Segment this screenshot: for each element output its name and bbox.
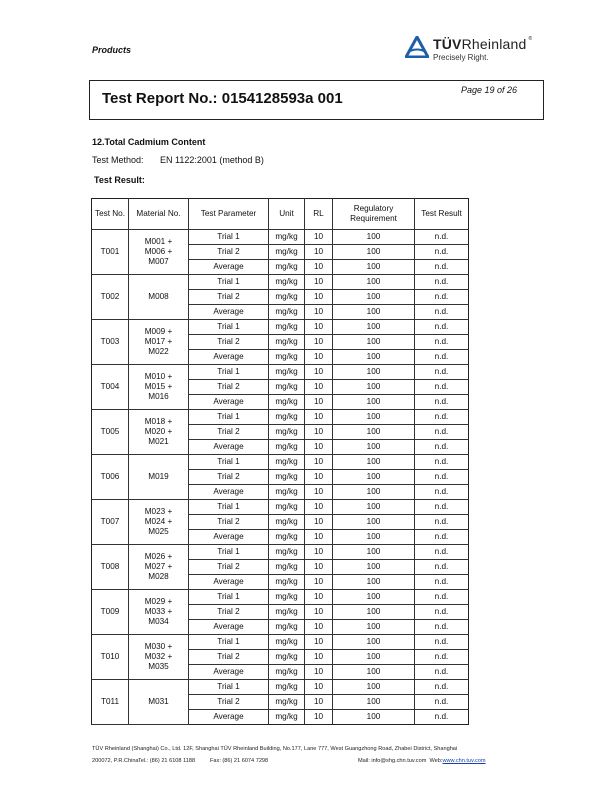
test-result-cell: n.d. (415, 575, 469, 590)
unit-cell: mg/kg (269, 545, 305, 560)
test-no-cell: T011 (92, 680, 129, 725)
section-title: 12.Total Cadmium Content (92, 137, 206, 147)
unit-cell: mg/kg (269, 380, 305, 395)
rl-cell: 10 (305, 560, 333, 575)
footer-mail-web: Mail: info@shg.chn.tuv.com Web:www.chn.tuv.com (358, 758, 486, 764)
regulatory-requirement-cell: 100 (333, 620, 415, 635)
test-result-cell: n.d. (415, 545, 469, 560)
rl-cell: 10 (305, 455, 333, 470)
test-parameter-cell: Trial 2 (189, 245, 269, 260)
regulatory-requirement-cell: 100 (333, 335, 415, 350)
regulatory-requirement-cell: 100 (333, 350, 415, 365)
regulatory-requirement-cell: 100 (333, 515, 415, 530)
test-result-cell: n.d. (415, 650, 469, 665)
test-no-cell: T001 (92, 230, 129, 275)
table-row (92, 545, 469, 560)
unit-cell: mg/kg (269, 455, 305, 470)
test-result-cell: n.d. (415, 455, 469, 470)
test-parameter-cell: Trial 2 (189, 560, 269, 575)
test-result-cell: n.d. (415, 305, 469, 320)
rl-cell: 10 (305, 605, 333, 620)
regulatory-requirement-cell: 100 (333, 680, 415, 695)
rl-cell: 10 (305, 410, 333, 425)
unit-cell: mg/kg (269, 500, 305, 515)
regulatory-requirement-cell: 100 (333, 530, 415, 545)
test-result-cell: n.d. (415, 605, 469, 620)
unit-cell: mg/kg (269, 575, 305, 590)
unit-cell: mg/kg (269, 260, 305, 275)
test-result-cell: n.d. (415, 440, 469, 455)
footer-fax: Fax: (86) 21 6074 7298 (210, 758, 269, 764)
test-parameter-cell: Trial 2 (189, 425, 269, 440)
test-result-cell: n.d. (415, 560, 469, 575)
regulatory-requirement-cell: 100 (333, 410, 415, 425)
material-no-cell: M023 + M024 + M025 (129, 500, 189, 545)
logo-tagline: Precisely Right. (433, 53, 489, 62)
footer-postal: 200072, P.R.China (92, 758, 139, 764)
test-result-cell: n.d. (415, 350, 469, 365)
regulatory-requirement-cell: 100 (333, 575, 415, 590)
test-parameter-cell: Trial 2 (189, 470, 269, 485)
unit-cell: mg/kg (269, 710, 305, 725)
header-test-parameter: Test Parameter (189, 199, 269, 230)
test-result-cell: n.d. (415, 230, 469, 245)
test-result-cell: n.d. (415, 530, 469, 545)
header-unit: Unit (269, 199, 305, 230)
unit-cell: mg/kg (269, 410, 305, 425)
test-result-label: Test Result: (94, 175, 145, 185)
test-result-cell: n.d. (415, 620, 469, 635)
test-result-cell: n.d. (415, 275, 469, 290)
unit-cell: mg/kg (269, 590, 305, 605)
unit-cell: mg/kg (269, 290, 305, 305)
material-no-cell: M019 (129, 455, 189, 500)
rl-cell: 10 (305, 530, 333, 545)
material-no-cell: M029 + M033 + M034 (129, 590, 189, 635)
test-no-cell: T006 (92, 455, 129, 500)
rl-cell: 10 (305, 680, 333, 695)
test-result-cell: n.d. (415, 290, 469, 305)
test-no-cell: T010 (92, 635, 129, 680)
rl-cell: 10 (305, 290, 333, 305)
rl-cell: 10 (305, 470, 333, 485)
regulatory-requirement-cell: 100 (333, 320, 415, 335)
test-parameter-cell: Trial 2 (189, 515, 269, 530)
report-header-box (89, 80, 544, 120)
test-result-cell: n.d. (415, 320, 469, 335)
regulatory-requirement-cell: 100 (333, 650, 415, 665)
material-no-cell: M031 (129, 680, 189, 725)
test-result-cell: n.d. (415, 635, 469, 650)
rl-cell: 10 (305, 305, 333, 320)
regulatory-requirement-cell: 100 (333, 605, 415, 620)
test-result-cell: n.d. (415, 485, 469, 500)
material-no-cell: M010 + M015 + M016 (129, 365, 189, 410)
table-row (92, 500, 469, 515)
regulatory-requirement-cell: 100 (333, 710, 415, 725)
test-no-cell: T008 (92, 545, 129, 590)
table-row (92, 410, 469, 425)
unit-cell: mg/kg (269, 470, 305, 485)
cadmium-results-table (91, 198, 469, 725)
unit-cell: mg/kg (269, 665, 305, 680)
unit-cell: mg/kg (269, 530, 305, 545)
unit-cell: mg/kg (269, 695, 305, 710)
footer-address: TÜV Rheinland (Shanghai) Co., Ltd. 12F, Shanghai TÜV Rheinland Building, No.177, Lane 777, West Guangzhong Road, Zhabei District, Shanghai (92, 746, 458, 752)
test-result-cell: n.d. (415, 695, 469, 710)
rl-cell: 10 (305, 230, 333, 245)
regulatory-requirement-cell: 100 (333, 455, 415, 470)
unit-cell: mg/kg (269, 335, 305, 350)
header-rl: RL (305, 199, 333, 230)
test-method-label: Test Method: (92, 155, 144, 165)
tuv-logo (405, 34, 555, 70)
regulatory-requirement-cell: 100 (333, 245, 415, 260)
test-result-cell: n.d. (415, 410, 469, 425)
footer-contact (92, 758, 512, 764)
test-parameter-cell: Trial 1 (189, 275, 269, 290)
regulatory-requirement-cell: 100 (333, 275, 415, 290)
test-result-cell: n.d. (415, 365, 469, 380)
test-parameter-cell: Trial 1 (189, 545, 269, 560)
test-parameter-cell: Trial 2 (189, 650, 269, 665)
rl-cell: 10 (305, 245, 333, 260)
unit-cell: mg/kg (269, 230, 305, 245)
unit-cell: mg/kg (269, 305, 305, 320)
rl-cell: 10 (305, 380, 333, 395)
table-row (92, 680, 469, 695)
header-regulatory-requirement: Regulatory Requirement (333, 199, 415, 230)
regulatory-requirement-cell: 100 (333, 365, 415, 380)
test-result-cell: n.d. (415, 380, 469, 395)
test-parameter-cell: Trial 1 (189, 320, 269, 335)
unit-cell: mg/kg (269, 635, 305, 650)
rl-cell: 10 (305, 275, 333, 290)
test-parameter-cell: Average (189, 260, 269, 275)
header-material-no: Material No. (129, 199, 189, 230)
unit-cell: mg/kg (269, 365, 305, 380)
rl-cell: 10 (305, 635, 333, 650)
regulatory-requirement-cell: 100 (333, 635, 415, 650)
table-row (92, 275, 469, 290)
test-parameter-cell: Trial 1 (189, 635, 269, 650)
regulatory-requirement-cell: 100 (333, 665, 415, 680)
regulatory-requirement-cell: 100 (333, 380, 415, 395)
test-parameter-cell: Average (189, 530, 269, 545)
test-result-cell: n.d. (415, 710, 469, 725)
rl-cell: 10 (305, 695, 333, 710)
test-no-cell: T007 (92, 500, 129, 545)
test-parameter-cell: Trial 1 (189, 590, 269, 605)
test-result-cell: n.d. (415, 425, 469, 440)
test-result-cell: n.d. (415, 245, 469, 260)
unit-cell: mg/kg (269, 320, 305, 335)
rl-cell: 10 (305, 485, 333, 500)
rl-cell: 10 (305, 545, 333, 560)
footer-web-link[interactable]: www.chn.tuv.com (442, 758, 486, 764)
rl-cell: 10 (305, 350, 333, 365)
rl-cell: 10 (305, 650, 333, 665)
test-no-cell: T009 (92, 590, 129, 635)
regulatory-requirement-cell: 100 (333, 500, 415, 515)
rl-cell: 10 (305, 365, 333, 380)
regulatory-requirement-cell: 100 (333, 260, 415, 275)
test-parameter-cell: Trial 2 (189, 290, 269, 305)
unit-cell: mg/kg (269, 515, 305, 530)
test-parameter-cell: Trial 1 (189, 455, 269, 470)
test-parameter-cell: Trial 1 (189, 500, 269, 515)
material-no-cell: M009 + M017 + M022 (129, 320, 189, 365)
unit-cell: mg/kg (269, 485, 305, 500)
unit-cell: mg/kg (269, 680, 305, 695)
logo-brand: TÜVRheinland ® (433, 36, 533, 52)
test-parameter-cell: Trial 1 (189, 230, 269, 245)
rl-cell: 10 (305, 590, 333, 605)
table-row (92, 455, 469, 470)
rl-cell: 10 (305, 335, 333, 350)
test-parameter-cell: Trial 2 (189, 380, 269, 395)
test-no-cell: T004 (92, 365, 129, 410)
regulatory-requirement-cell: 100 (333, 440, 415, 455)
regulatory-requirement-cell: 100 (333, 395, 415, 410)
section-label: Products (92, 45, 132, 55)
test-parameter-cell: Average (189, 620, 269, 635)
rl-cell: 10 (305, 665, 333, 680)
rl-cell: 10 (305, 500, 333, 515)
unit-cell: mg/kg (269, 620, 305, 635)
test-result-cell: n.d. (415, 590, 469, 605)
test-no-cell: T002 (92, 275, 129, 320)
test-parameter-cell: Average (189, 305, 269, 320)
material-no-cell: M018 + M020 + M021 (129, 410, 189, 455)
unit-cell: mg/kg (269, 425, 305, 440)
rl-cell: 10 (305, 425, 333, 440)
table-row (92, 230, 469, 245)
regulatory-requirement-cell: 100 (333, 485, 415, 500)
unit-cell: mg/kg (269, 650, 305, 665)
test-no-cell: T003 (92, 320, 129, 365)
test-result-cell: n.d. (415, 260, 469, 275)
unit-cell: mg/kg (269, 275, 305, 290)
test-parameter-cell: Average (189, 395, 269, 410)
unit-cell: mg/kg (269, 395, 305, 410)
table-row (92, 365, 469, 380)
table-row (92, 320, 469, 335)
test-parameter-cell: Trial 1 (189, 365, 269, 380)
header-test-result: Test Result (415, 199, 469, 230)
table-row (92, 590, 469, 605)
rl-cell: 10 (305, 320, 333, 335)
rl-cell: 10 (305, 515, 333, 530)
test-parameter-cell: Trial 1 (189, 680, 269, 695)
regulatory-requirement-cell: 100 (333, 695, 415, 710)
unit-cell: mg/kg (269, 245, 305, 260)
unit-cell: mg/kg (269, 440, 305, 455)
test-parameter-cell: Average (189, 440, 269, 455)
unit-cell: mg/kg (269, 350, 305, 365)
test-parameter-cell: Trial 2 (189, 695, 269, 710)
material-no-cell: M008 (129, 275, 189, 320)
rl-cell: 10 (305, 575, 333, 590)
test-result-cell: n.d. (415, 665, 469, 680)
test-result-cell: n.d. (415, 680, 469, 695)
table-header-row (92, 199, 469, 230)
material-no-cell: M001 + M006 + M007 (129, 230, 189, 275)
rl-cell: 10 (305, 260, 333, 275)
test-result-cell: n.d. (415, 395, 469, 410)
material-no-cell: M026 + M027 + M028 (129, 545, 189, 590)
regulatory-requirement-cell: 100 (333, 590, 415, 605)
regulatory-requirement-cell: 100 (333, 545, 415, 560)
test-method-value: EN 1122:2001 (method B) (160, 155, 264, 165)
page-number: Page 19 of 26 (460, 85, 517, 95)
regulatory-requirement-cell: 100 (333, 425, 415, 440)
test-parameter-cell: Average (189, 350, 269, 365)
test-result-cell: n.d. (415, 470, 469, 485)
unit-cell: mg/kg (269, 560, 305, 575)
test-method (92, 155, 264, 165)
regulatory-requirement-cell: 100 (333, 470, 415, 485)
regulatory-requirement-cell: 100 (333, 560, 415, 575)
test-result-cell: n.d. (415, 515, 469, 530)
rl-cell: 10 (305, 710, 333, 725)
test-parameter-cell: Trial 2 (189, 335, 269, 350)
rl-cell: 10 (305, 440, 333, 455)
test-result-cell: n.d. (415, 335, 469, 350)
test-parameter-cell: Trial 1 (189, 410, 269, 425)
unit-cell: mg/kg (269, 605, 305, 620)
header-test-no: Test No. (92, 199, 129, 230)
tuv-triangle-logo-icon (405, 36, 429, 58)
regulatory-requirement-cell: 100 (333, 305, 415, 320)
report-title: Test Report No.: 0154128593a 001 (102, 90, 343, 107)
regulatory-requirement-cell: 100 (333, 290, 415, 305)
regulatory-requirement-cell: 100 (333, 230, 415, 245)
footer-tel: Tel.: (86) 21 6108 1188 (138, 758, 196, 764)
test-parameter-cell: Average (189, 575, 269, 590)
rl-cell: 10 (305, 395, 333, 410)
test-parameter-cell: Average (189, 665, 269, 680)
test-result-cell: n.d. (415, 500, 469, 515)
table-row (92, 635, 469, 650)
test-parameter-cell: Trial 2 (189, 605, 269, 620)
test-parameter-cell: Average (189, 485, 269, 500)
test-no-cell: T005 (92, 410, 129, 455)
test-parameter-cell: Average (189, 710, 269, 725)
rl-cell: 10 (305, 620, 333, 635)
material-no-cell: M030 + M032 + M035 (129, 635, 189, 680)
